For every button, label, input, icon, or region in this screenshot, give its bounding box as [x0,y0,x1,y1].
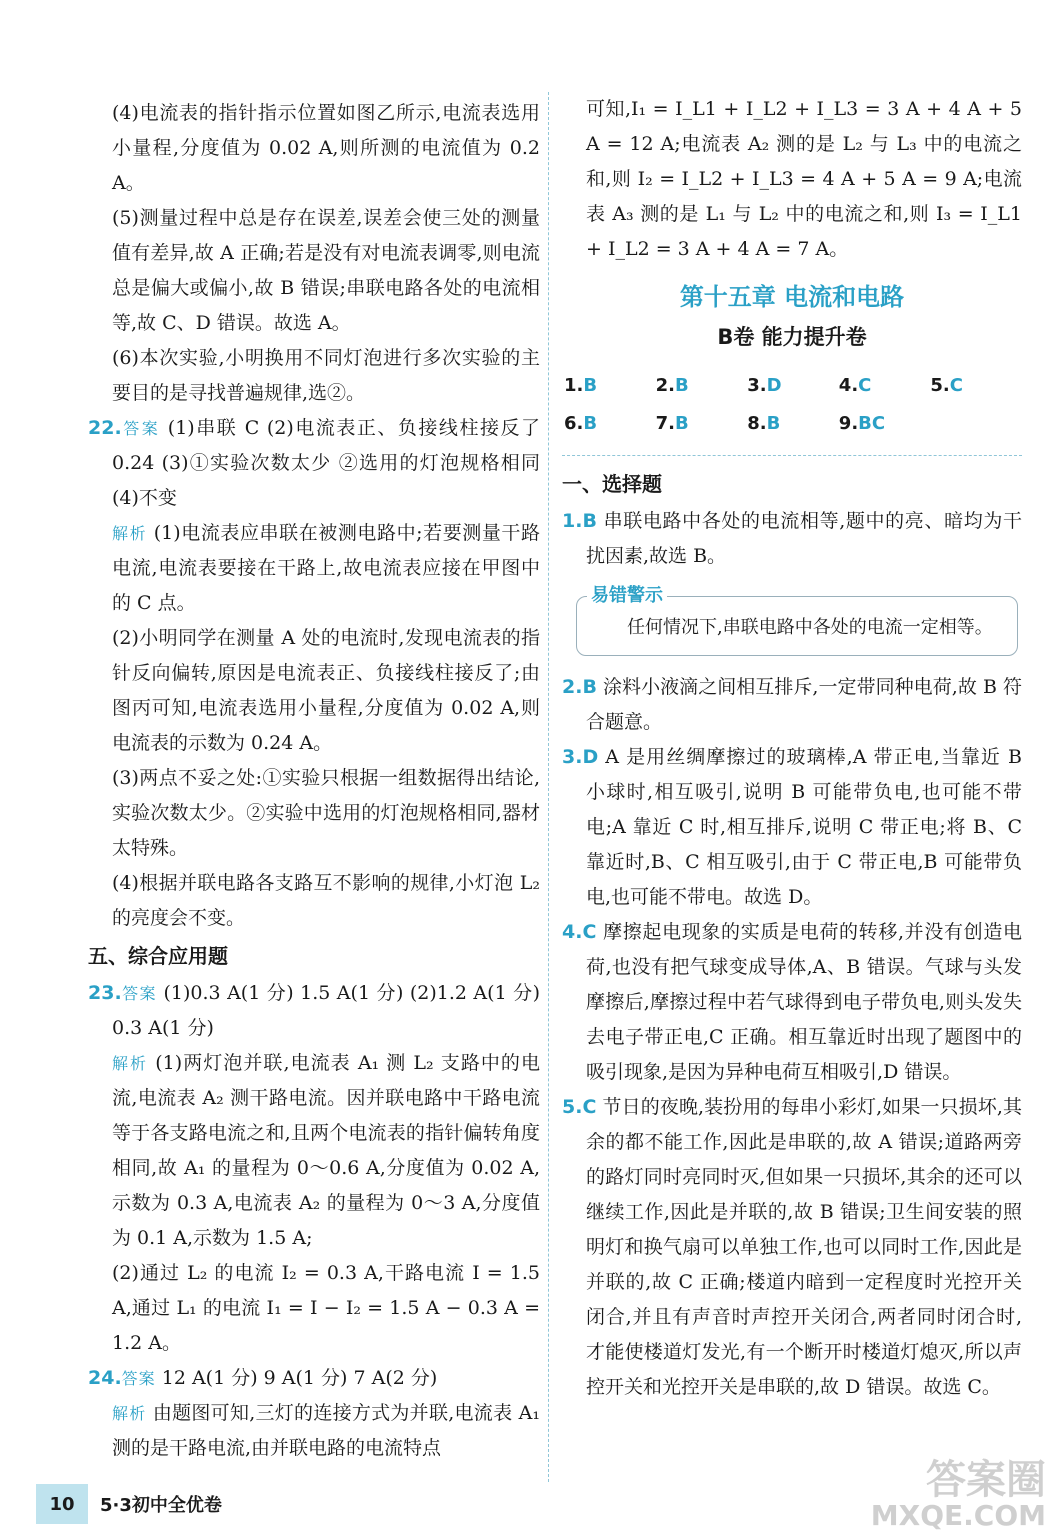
question-24-analysis [88,1396,540,1466]
solution-item [562,670,1022,740]
chapter-title: 第十五章 电流和电路 [679,283,905,311]
solution-text: 涂料小液滴之间相互排斥,一定带同种电荷,故 B 符合题意。 [586,676,1022,733]
answer-tag: 答案 [121,984,157,1003]
solution-text: 摩擦起电现象的实质是电荷的转移,并没有创造电荷,也没有把气球变成导体,A、B 错误。气球与头发摩擦后,摩擦过程中若气球得到电子带负电,则头发失去电子带正电,C 正确。相互靠近时出现了题图中的吸引现象,是因为异种电荷互相吸引,D 错误。 [586,921,1022,1083]
answer-key-item: 2.B [655,375,689,396]
question-number: 2.B [562,676,597,698]
analysis-tag: 解析 [112,1404,147,1423]
question-22-analysis [88,516,540,621]
question-22-answer [88,411,540,516]
paragraph: (2)小明同学在测量 A 处的电流时,发现电流表的指针反向偏转,原因是电流表正、负接线柱接反了;由图丙可知,电流表选用小量程,分度值为 0.02 A,则电流表的示数为 0.24 A。 [112,627,540,754]
question-23-answer [88,976,540,1046]
analysis-tag: 解析 [112,1054,149,1073]
paragraph: (6)本次实验,小明换用不同灯泡进行多次实验的主要目的是寻找普遍规律,选②。 [112,347,540,404]
section-heading: 一、选择题 [562,472,662,496]
answer-key-item: 4.C [838,375,872,396]
question-number: 5.C [562,1096,597,1118]
left-column [88,96,540,1466]
solution-item [562,740,1022,915]
page-number: 10 [36,1484,88,1524]
analysis-text: (1)两灯泡并联,电流表 A₁ 测 L₂ 支路中的电流,电流表 A₂ 测干路电流。因并联电路中干路电流等于各支路电流之和,且两个电流表的指针偏转角度相同,故 A₁ 的量程为 0～0.6 A,分度值为 0.02 A,示数为 0.3 A,电流表 A₂ 的量程为 0～3 A,分度值为 0.1 A,示数为 1.5 A; [112,1052,540,1249]
page-footer [36,1484,222,1524]
analysis-tag: 解析 [112,524,148,543]
answer-key-item: 9.BC [838,413,886,434]
answer-key-item: 5.C [930,375,963,396]
solution-text: A 是用丝绸摩擦过的玻璃棒,A 带正电,当靠近 B 小球时,相互吸引,说明 B 可能带负电,也可能不带电;A 靠近 C 时,相互排斥,说明 C 带正电;将 B、C 靠近时,B、C 相互吸引,由于 C 带正电,B 可能带负电,也可能不带电。故选 D。 [586,746,1022,908]
section-heading: 五、综合应用题 [88,944,228,968]
solution-text: 串联电路中各处的电流相等,题中的亮、暗均为干扰因素,故选 B。 [586,510,1022,567]
question-number: 3.D [562,746,599,768]
paragraph: (3)两点不妥之处:①实验只根据一组数据得出结论,实验次数太少。②实验中选用的灯泡规格相同,器材太特殊。 [112,767,540,859]
analysis-text: 由题图可知,三灯的连接方式为并联,电流表 A₁ 测的是干路电流,由并联电路的电流特点 [112,1402,540,1459]
analysis-text: (1)电流表应串联在被测电路中;若要测量干路电流,电流表要接在干路上,故电流表应接在甲图中的 C 点。 [112,522,540,614]
error-warning-box [576,585,1018,656]
answer-key-item: 6.B [564,413,598,434]
question-number: 22. [88,417,122,439]
answer-key-item: 3.D [747,375,782,396]
solution-item [562,504,1022,574]
warning-title: 易错警示 [587,583,667,609]
question-23-analysis [88,1046,540,1256]
answer-tag: 答案 [121,1369,156,1388]
paragraph: (5)测量过程中总是存在误差,误差会使三处的测量值有差异,故 A 正确;若是没有对电流表调零,则电流总是偏大或偏小,故 B 错误;串联电路各处的电流相等,故 C、D 错误。故选 A。 [112,207,540,334]
answer-key-grid [562,363,1022,456]
book-brand: 5·3初中全优卷 [100,1495,222,1516]
question-number: 4.C [562,921,597,943]
warning-text: 任何情况下,串联电路中各处的电流一定相等。 [627,617,993,638]
solution-item [562,915,1022,1090]
answer-tag: 答案 [121,419,161,438]
paragraph: 可知,I₁ = I_L1 + I_L2 + I_L3 = 3 A + 4 A + 5 A = 12 A;电流表 A₂ 测的是 L₂ 与 L₃ 中的电流之和,则 I₂ = I_L2 + I_L3 = 4 A + 5 A = 9 A;电流表 A₃ 测的是 L₁ 与 L₂ 中的电流之和,则 I₃ = I_L1 + I_L2 = 3 A + 4 A = 7 A。 [586,98,1022,260]
answer-key-item: 7.B [655,413,689,434]
answer-key-item: 1.B [564,375,598,396]
question-number: 24. [88,1367,122,1389]
watermark-logo: 答案圈 MXQE.COM [870,1457,1046,1532]
paragraph: (2)通过 L₂ 的电流 I₂ = 0.3 A,干路电流 I = 1.5 A,通过 L₁ 的电流 I₁ = I − I₂ = 1.5 A − 0.3 A = 1.2 A。 [112,1262,540,1354]
answer-text: (1)0.3 A(1 分) 1.5 A(1 分) (2)1.2 A(1 分) 0.3 A(1 分) [112,982,540,1039]
question-24-answer [88,1361,540,1396]
paragraph: (4)根据并联电路各支路互不影响的规律,小灯泡 L₂ 的亮度会不变。 [112,872,540,929]
solution-text: 节日的夜晚,装扮用的每串小彩灯,如果一只损坏,其余的都不能工作,因此是串联的,故 A 错误;道路两旁的路灯同时亮同时灭,但如果一只损坏,其余的还可以继续工作,因此是并联的,故 B 错误;卫生间安装的照明灯和换气扇可以单独工作,也可以同时工作,因此是并联的,故 C 正确;楼道内暗到一定程度时光控开关闭合,并且有声音时声控开关闭合,两者同时闭合时,才能使楼道灯发光,有一个断开时楼道灯熄灭,所以声控开关和光控开关是串联的,故 D 错误。故选 C。 [586,1096,1022,1398]
question-number: 23. [88,982,122,1004]
column-divider [548,92,549,1482]
answer-text: 12 A(1 分) 9 A(1 分) 7 A(2 分) [155,1367,438,1389]
solution-item [562,1090,1022,1405]
answer-text: (1)串联 C (2)电流表正、负接线柱接反了 0.24 (3)①实验次数太少 ②选用的灯泡规格相同 (4)不变 [112,417,540,509]
question-number: 1.B [562,510,597,532]
answer-key-item: 8.B [747,413,781,434]
paragraph: (4)电流表的指针指示位置如图乙所示,电流表选用小量程,分度值为 0.02 A,则所测的电流值为 0.2 A。 [112,102,540,194]
right-column [562,92,1022,1405]
paper-subtitle: B卷 能力提升卷 [717,325,867,349]
